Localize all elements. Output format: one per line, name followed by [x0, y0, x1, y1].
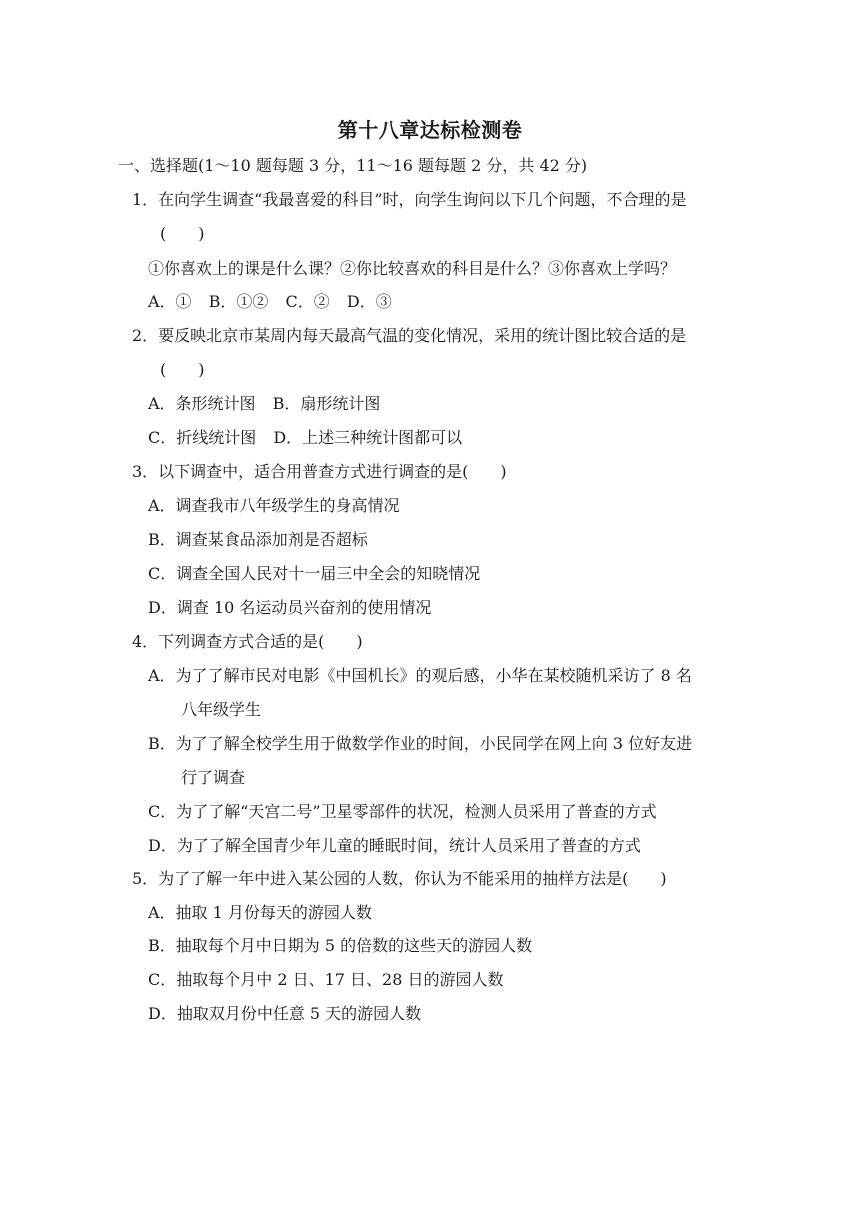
- option-a: A．①: [148, 292, 192, 311]
- question-4-option-b-line-2: 行了调查: [181, 768, 246, 787]
- question-4-option-d: D．为了了解全国青少年儿童的睡眠时间，统计人员采用了普查的方式: [148, 836, 641, 855]
- question-2-stem: 2．要反映北京市某周内每天最高气温的变化情况，采用的统计图比较合适的是: [132, 326, 687, 345]
- option-c: C．②: [285, 292, 330, 311]
- option-a: A．条形统计图: [148, 394, 256, 413]
- question-4-option-b-line-1: B．为了了解全校学生用于做数学作业的时间，小民同学在网上向 3 位好友进: [148, 734, 693, 753]
- question-5-option-b: B．抽取每个月中日期为 5 的倍数的这些天的游园人数: [148, 936, 533, 955]
- option-d: D．③: [346, 292, 392, 311]
- question-5-option-a: A．抽取 1 月份每天的游园人数: [148, 903, 372, 922]
- option-b: B．①②: [208, 292, 269, 311]
- question-5-option-c: C．抽取每个月中 2 日、17 日、28 日的游园人数: [148, 970, 504, 989]
- question-5-option-d: D．抽取双月份中任意 5 天的游园人数: [148, 1004, 422, 1023]
- question-1-subitems: ①你喜欢上的课是什么课？②你比较喜欢的科目是什么？③你喜欢上学吗？: [148, 259, 677, 278]
- question-4-option-c: C．为了了解“天宫二号”卫星零部件的状况，检测人员采用了普查的方式: [148, 802, 657, 821]
- question-4-stem: 4．下列调查方式合适的是( ): [132, 632, 363, 651]
- question-5-stem: 5．为了了解一年中进入某公园的人数，你认为不能采用的抽样方法是( ): [132, 869, 667, 888]
- question-3-option-b: B．调查某食品添加剂是否超标: [148, 530, 368, 549]
- question-1-stem: 1．在向学生调查“我最喜爱的科目”时，向学生询问以下几个问题，不合理的是: [132, 190, 687, 209]
- question-2-options-row-2: [148, 427, 462, 449]
- question-3-option-c: C．调查全国人民对十一届三中全会的知晓情况: [148, 564, 481, 583]
- question-1-options: [148, 291, 392, 313]
- section-heading: 一、选择题(1～10 题每题 3 分，11～16 题每题 2 分，共 42 分): [118, 156, 588, 175]
- page-title: 第十八章达标检测卷: [337, 118, 523, 142]
- option-d: D．上述三种统计图都可以: [273, 428, 463, 447]
- question-1-answer-blank: ( ): [160, 224, 205, 243]
- question-3-stem: 3．以下调查中，适合用普查方式进行调查的是( ): [132, 462, 507, 481]
- option-b: B．扇形统计图: [272, 394, 381, 413]
- question-4-option-a-line-2: 八年级学生: [181, 700, 262, 719]
- question-3-option-d: D．调查 10 名运动员兴奋剂的使用情况: [148, 598, 432, 617]
- question-3-option-a: A．调查我市八年级学生的身高情况: [148, 496, 400, 515]
- option-c: C．折线统计图: [148, 428, 257, 447]
- question-2-answer-blank: ( ): [160, 360, 205, 379]
- question-2-options-row-1: [148, 393, 380, 415]
- question-4-option-a-line-1: A．为了了解市民对电影《中国机长》的观后感，小华在某校随机采访了 8 名: [148, 666, 692, 685]
